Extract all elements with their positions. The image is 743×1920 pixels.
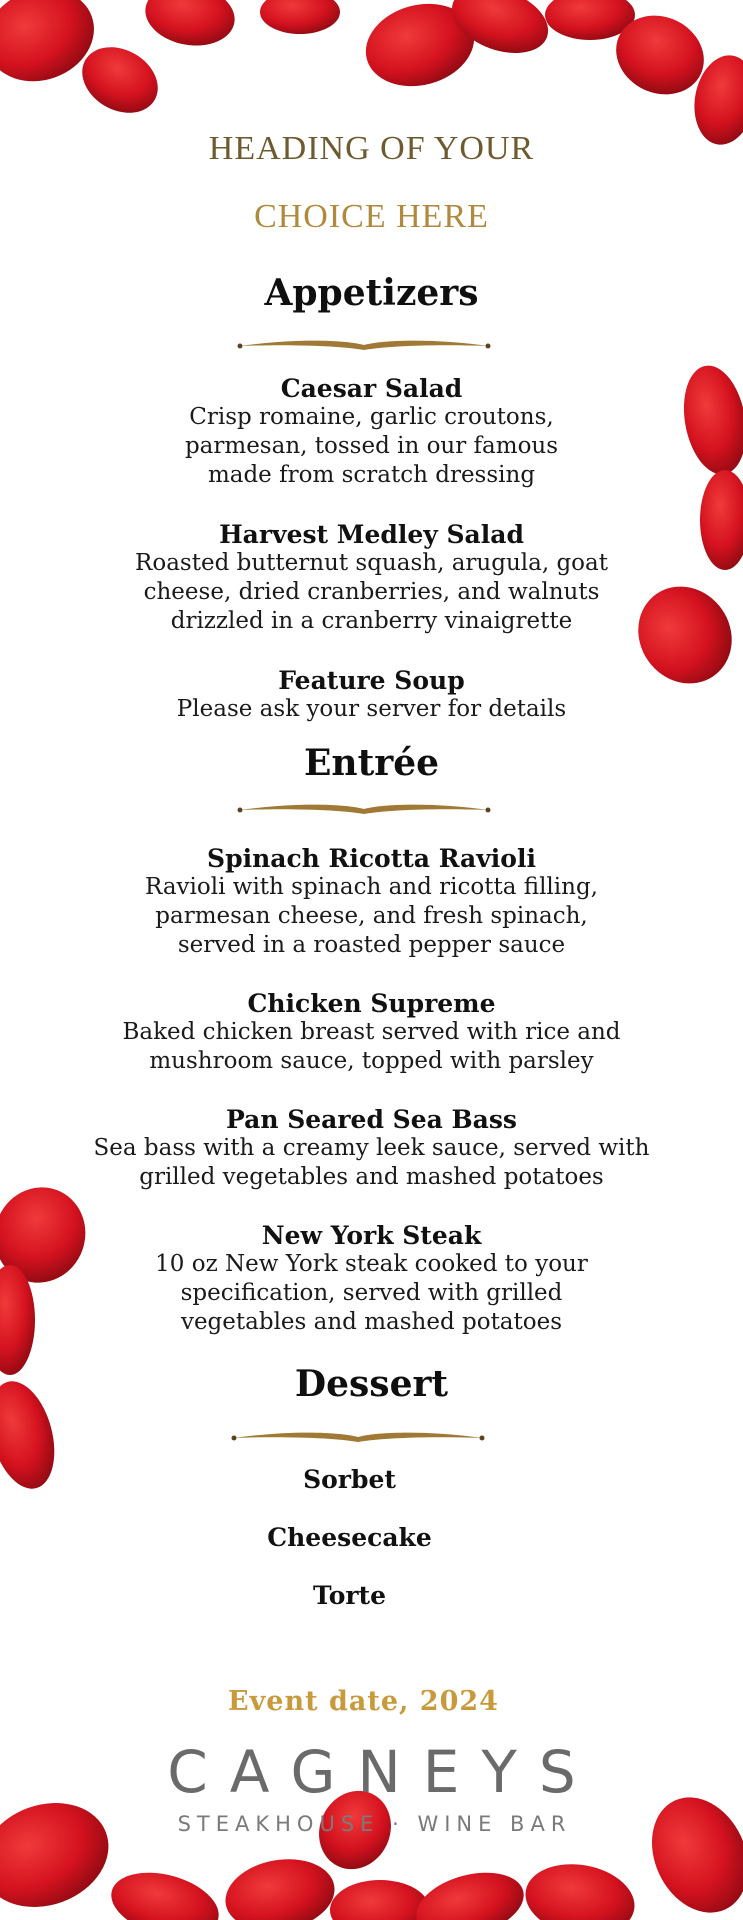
- menu-item: [0, 989, 743, 1076]
- menu-item-name: Pan Seared Sea Bass: [226, 1105, 517, 1134]
- heading-line-2: CHOICE HERE: [254, 198, 489, 235]
- menu-item: [0, 1105, 743, 1192]
- heading-line-1: HEADING OF YOUR: [208, 130, 535, 167]
- menu-item-desc: Sea bass with a creamy leek sauce, served with: [93, 1135, 650, 1161]
- menu-item: [0, 1581, 721, 1610]
- menu-item-desc: 10 oz New York steak cooked to your: [155, 1251, 588, 1277]
- menu-item-desc: made from scratch dressing: [207, 462, 536, 488]
- menu-item-desc: parmesan, tossed in our famous: [184, 433, 559, 459]
- menu-item-desc: cheese, dried cranberries, and walnuts: [143, 579, 600, 605]
- menu-item-desc: Crisp romaine, garlic croutons,: [189, 404, 554, 430]
- section-title-appetizers: Appetizers: [264, 272, 479, 314]
- menu-item-name: Spinach Ricotta Ravioli: [207, 844, 536, 873]
- menu-item-desc: Baked chicken breast served with rice and: [122, 1019, 621, 1045]
- menu-item: [0, 520, 743, 636]
- section-title-dessert: Dessert: [294, 1363, 449, 1405]
- menu-item-name: Sorbet: [303, 1465, 396, 1494]
- event-date: Event date, 2024: [228, 1686, 499, 1717]
- menu-item-name: Harvest Medley Salad: [219, 520, 524, 549]
- menu-item-desc: Roasted butternut squash, arugula, goat: [135, 550, 608, 576]
- menu-item-desc: Ravioli with spinach and ricotta filling,: [144, 874, 598, 900]
- menu-item-desc: parmesan cheese, and fresh spinach,: [155, 903, 588, 929]
- brand-logo-name: CAGNEYS: [167, 1738, 598, 1806]
- menu-item-desc: served in a roasted pepper sauce: [177, 932, 566, 958]
- menu-item-name: Chicken Supreme: [247, 989, 496, 1018]
- menu-item: [0, 844, 743, 960]
- section-title-entree: Entrée: [303, 742, 440, 784]
- menu-item-desc: specification, served with grilled: [180, 1280, 563, 1306]
- menu-item: [0, 1523, 721, 1552]
- menu-item-desc: drizzled in a cranberry vinaigrette: [170, 608, 573, 634]
- menu-item-name: Torte: [312, 1581, 387, 1610]
- menu-item: [0, 1221, 743, 1337]
- gold-flourish-divider: [236, 800, 492, 820]
- menu-item-desc: mushroom sauce, topped with parsley: [149, 1048, 594, 1074]
- menu-item-desc: Please ask your server for details: [176, 696, 567, 722]
- brand-logo-tagline: STEAKHOUSE · WINE BAR: [177, 1812, 572, 1836]
- menu-item: [0, 374, 743, 490]
- gold-flourish-divider: [236, 336, 492, 356]
- menu-item: [0, 666, 743, 724]
- menu-item-name: Cheesecake: [267, 1523, 432, 1552]
- menu-item-desc: grilled vegetables and mashed potatoes: [139, 1164, 604, 1190]
- menu-item-name: New York Steak: [261, 1221, 482, 1250]
- menu-item-name: Caesar Salad: [280, 374, 463, 403]
- menu-item-name: Feature Soup: [278, 666, 465, 695]
- menu-item-desc: vegetables and mashed potatoes: [180, 1309, 563, 1335]
- menu-item: [0, 1465, 721, 1494]
- gold-flourish-divider: [230, 1428, 486, 1448]
